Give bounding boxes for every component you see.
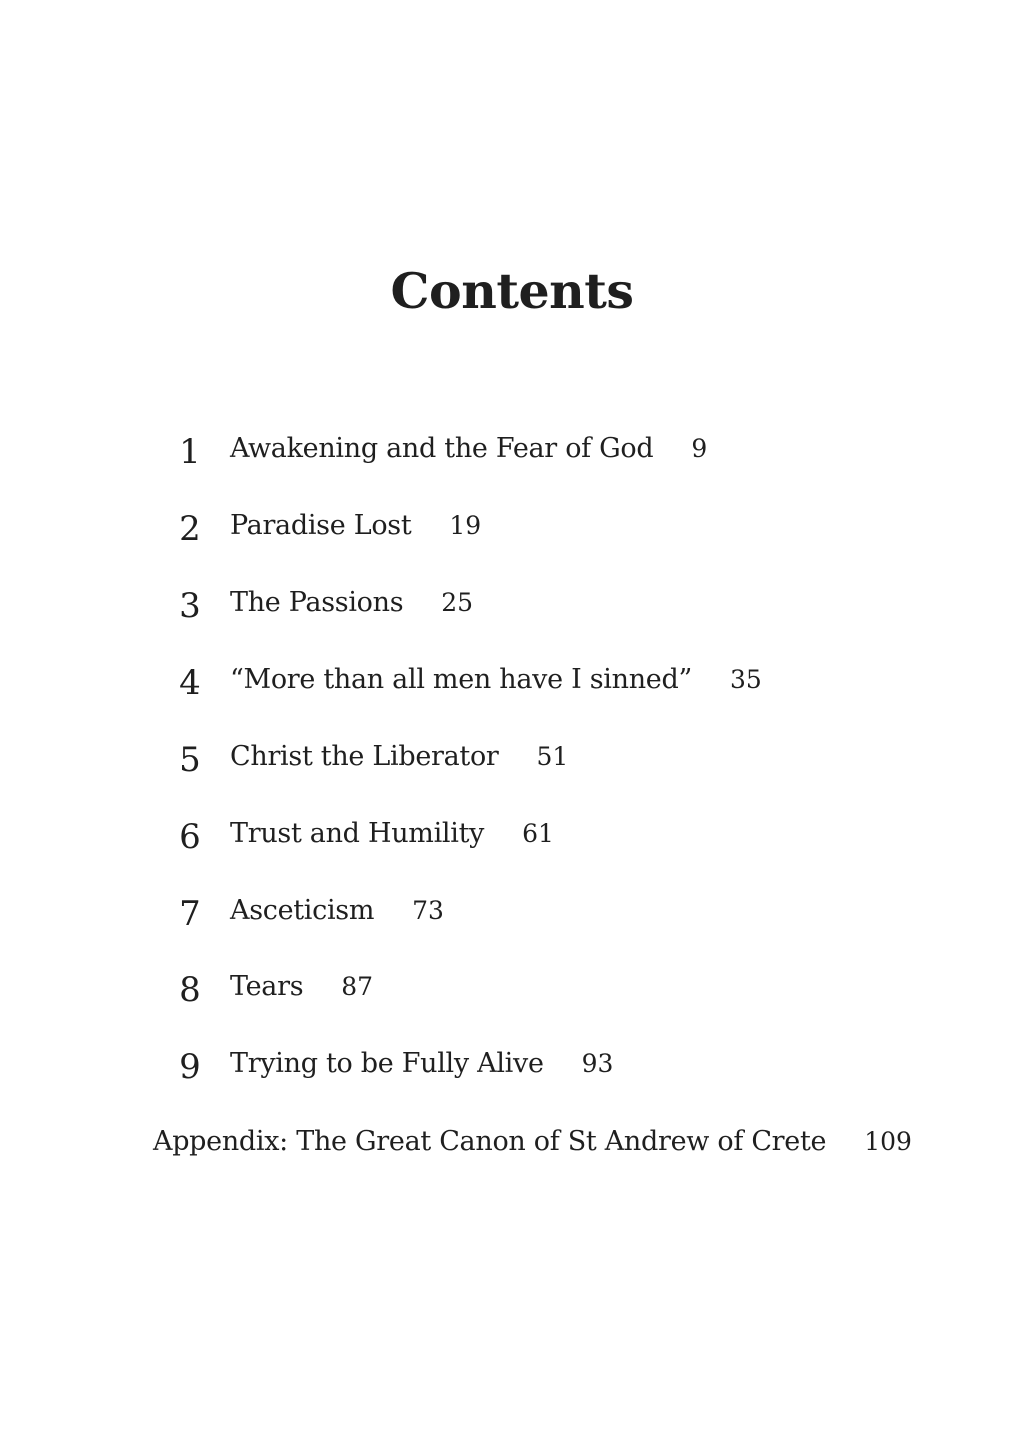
page-number: 19: [449, 511, 482, 540]
chapter-number: 9: [179, 1047, 201, 1087]
appendix-title: Appendix: The Great Canon of St Andrew of Crete: [153, 1126, 827, 1157]
page-number: 9: [691, 434, 708, 463]
toc-entry-7: [0, 894, 1024, 947]
toc-entry-4: [0, 663, 1024, 716]
chapter-title: “More than all men have I sinned”: [230, 664, 692, 695]
chapter-number: 1: [179, 432, 201, 472]
toc-entry-appendix: [153, 1128, 912, 1155]
chapter-title: Awakening and the Fear of God: [230, 433, 654, 464]
page-number: 73: [412, 896, 444, 925]
chapter-number: 2: [179, 509, 201, 549]
page-number: 25: [441, 588, 474, 617]
toc-entry-2: [0, 509, 1024, 562]
chapter-title: Trust and Humility: [230, 818, 485, 849]
toc-entry-8: [0, 970, 1024, 1023]
toc-entry-1: [0, 432, 1024, 485]
chapter-number: 4: [179, 663, 201, 703]
page-number: 61: [522, 819, 554, 848]
page-number: 109: [864, 1127, 912, 1156]
page-title: Contents: [390, 262, 634, 320]
chapter-title: The Passions: [230, 587, 404, 618]
chapter-title: Tears: [230, 971, 304, 1002]
chapter-title: Christ the Liberator: [230, 741, 499, 772]
toc-entry-5: [0, 740, 1024, 793]
toc-entry-6: [0, 817, 1024, 870]
chapter-title: Trying to be Fully Alive: [230, 1048, 544, 1079]
chapter-number: 7: [179, 894, 201, 934]
chapter-number: 3: [179, 586, 201, 626]
toc-entry-9: [0, 1047, 1024, 1100]
chapter-number: 8: [179, 970, 201, 1010]
chapter-number: 6: [179, 817, 201, 857]
page-number: 93: [581, 1049, 614, 1078]
page-number: 51: [536, 742, 569, 771]
chapter-number: 5: [179, 740, 201, 780]
chapter-title: Paradise Lost: [230, 510, 412, 541]
page-number: 87: [341, 972, 374, 1001]
page-number: 35: [729, 665, 762, 694]
chapter-title: Asceticism: [230, 895, 375, 926]
toc-entry-3: [0, 586, 1024, 639]
